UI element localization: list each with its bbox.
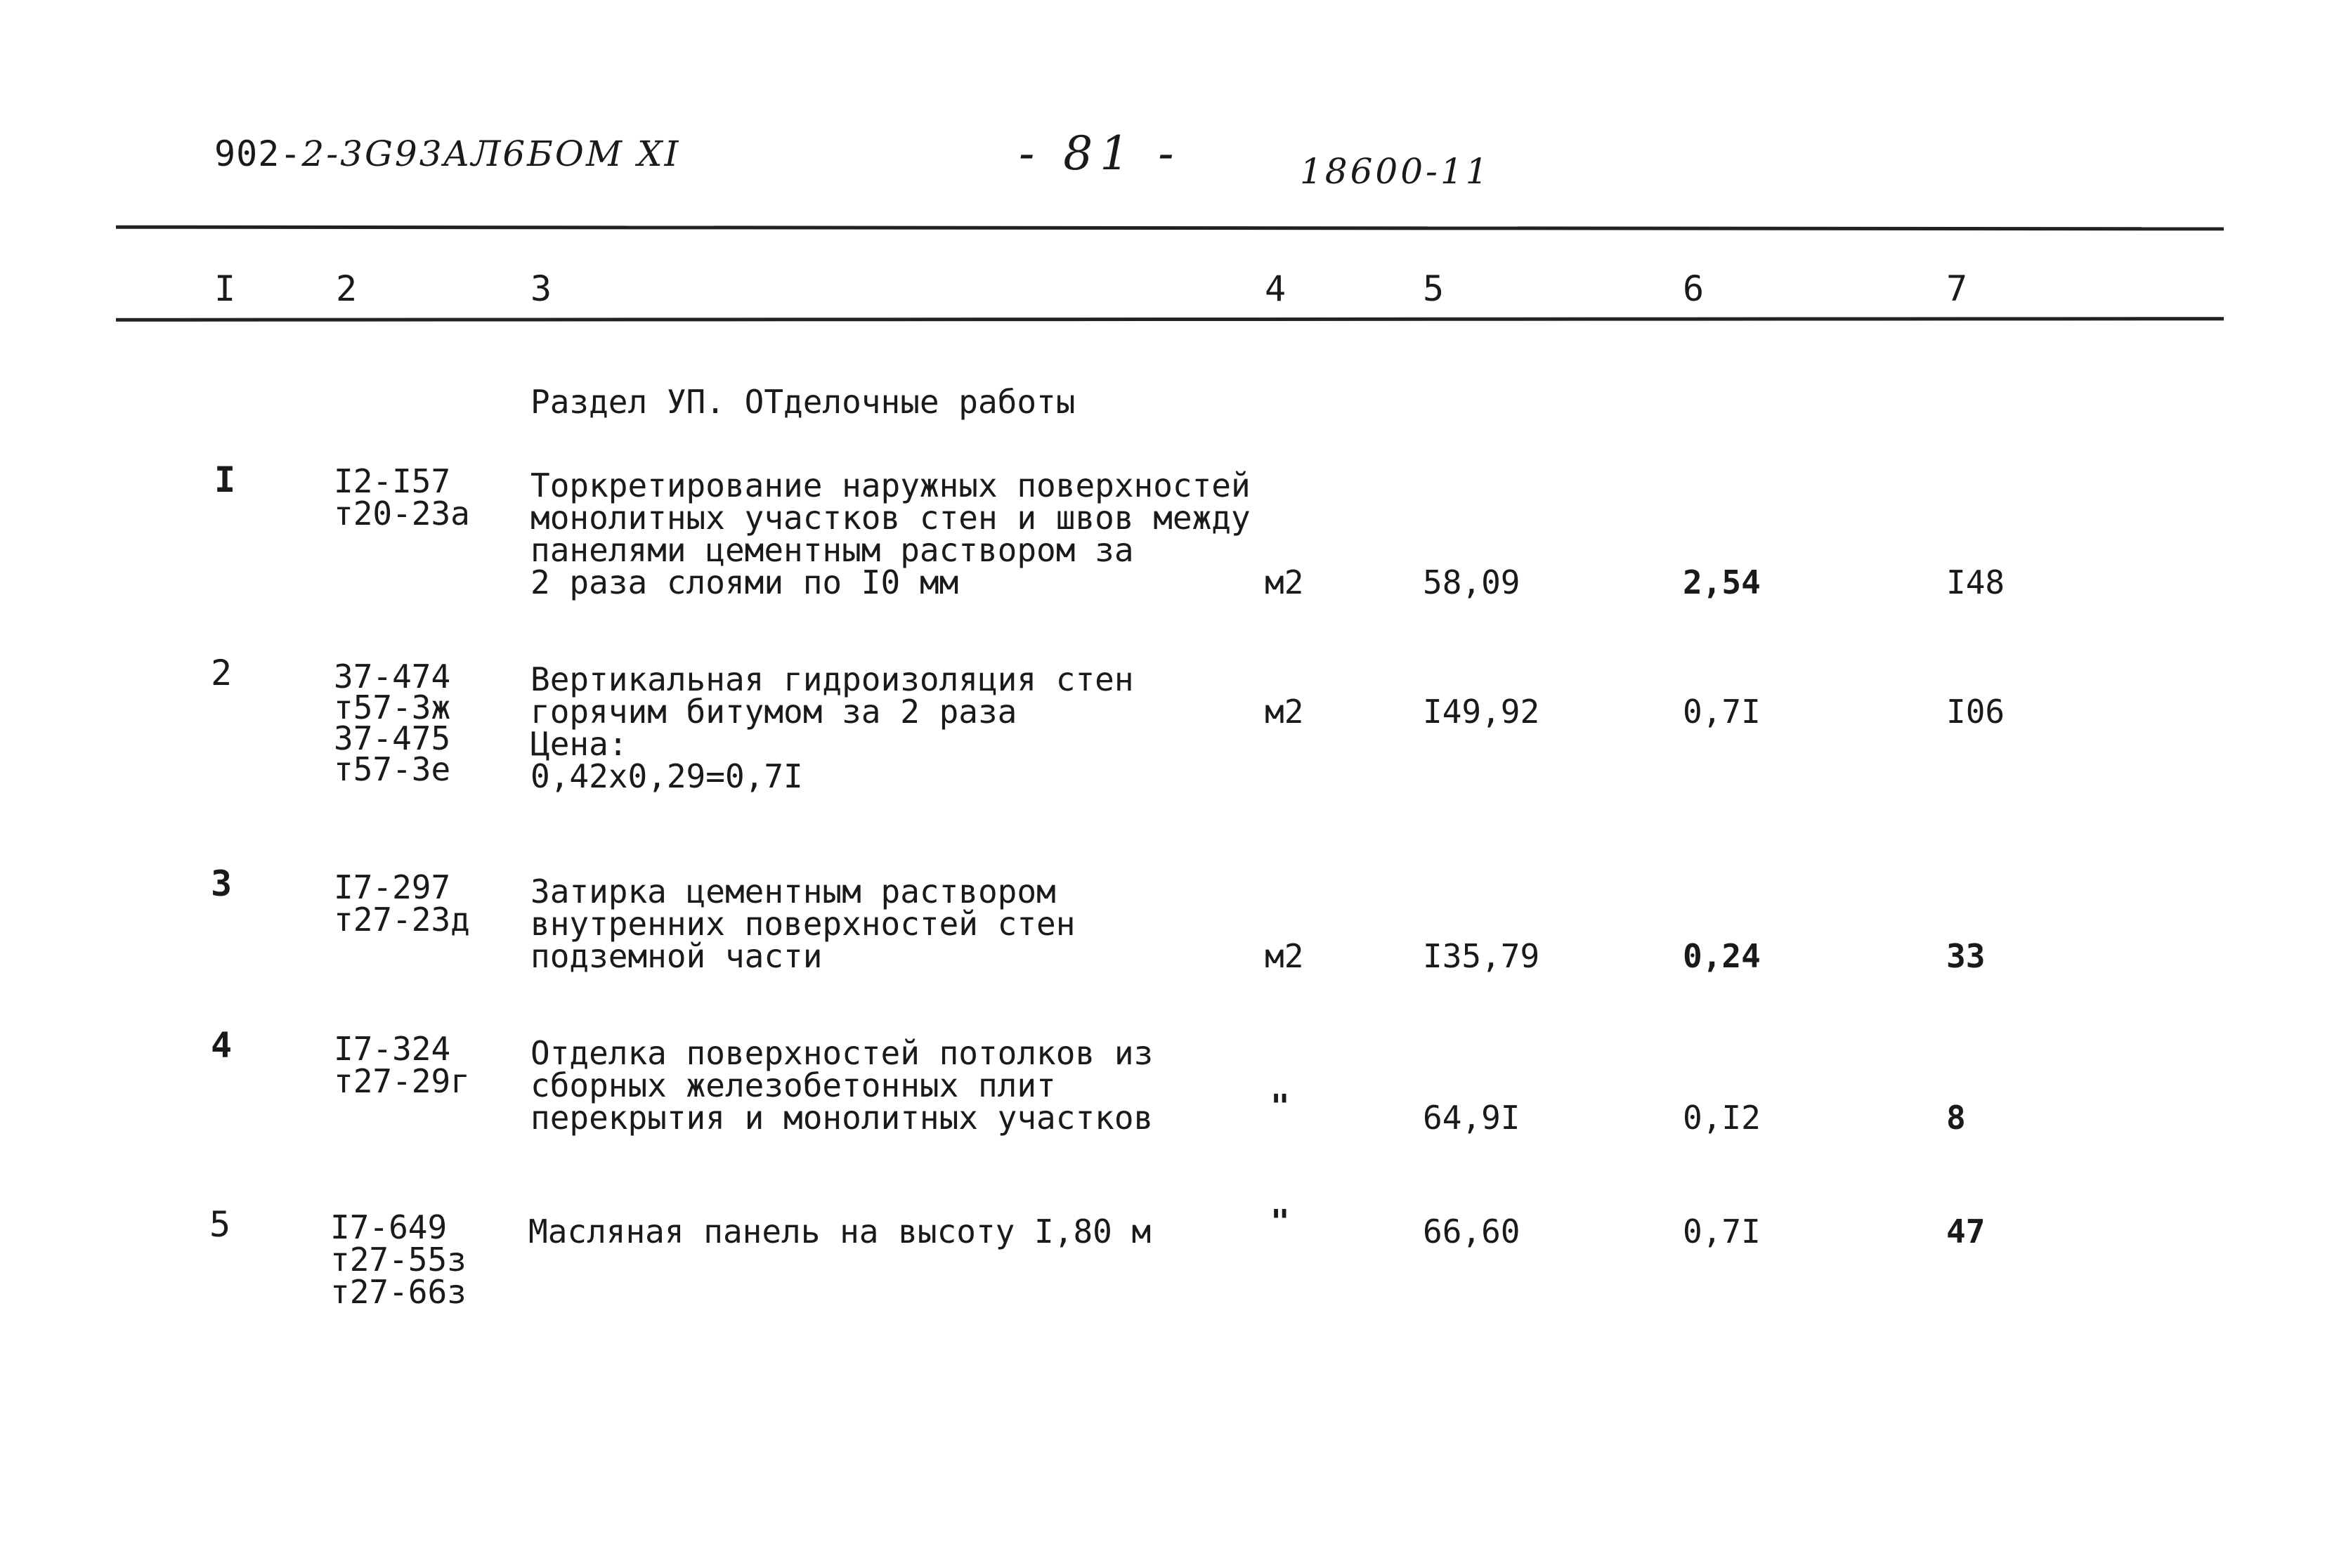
row-code: т27-55з: [330, 1241, 467, 1279]
column-header-5: 5: [1423, 268, 1445, 309]
row-code: т20-23а: [334, 495, 470, 533]
row-description-line: Вертикальная гидроизоляция стен: [530, 660, 1134, 698]
row-description-line: горячим битумом за 2 раза: [530, 693, 1017, 731]
row-price: 0,24: [1683, 937, 1761, 975]
row-code: I7-324: [334, 1030, 451, 1068]
document-code-handwritten: 2-3G93AЛ6БОМ XI: [301, 133, 681, 174]
row-description-line: 2 раза слоями по I0 мм: [530, 563, 959, 601]
row-description-line: панелями цементным раствором за: [530, 531, 1134, 569]
row-unit: ": [1270, 1203, 1290, 1241]
column-header-2: 2: [336, 268, 358, 309]
row-code: 37-474: [334, 658, 451, 695]
row-description-line: Масляная панель на высоту I,80 м: [528, 1213, 1152, 1250]
section-title: Раздел УП. ОТделочные работы: [530, 383, 1076, 421]
row-quantity: 58,09: [1423, 563, 1520, 601]
row-description-line: Отделка поверхностей потолков из: [530, 1034, 1154, 1072]
row-description-line: перекрытия и монолитных участков: [530, 1099, 1154, 1137]
row-price: 0,7I: [1683, 693, 1761, 731]
row-quantity: 64,9I: [1423, 1099, 1520, 1137]
row-total: 47: [1946, 1213, 1986, 1250]
row-description-line: Затирка цементным раствором: [530, 873, 1056, 910]
row-description-line: монолитных участков стен и швов между: [530, 499, 1251, 537]
row-unit: м2: [1265, 693, 1304, 731]
row-code: 37-475: [334, 719, 451, 757]
row-description-line: Цена:: [530, 725, 628, 763]
column-header-3: 3: [530, 268, 552, 309]
row-code: I7-297: [334, 868, 451, 906]
column-header-6: 6: [1683, 268, 1705, 309]
row-code: т27-23д: [334, 901, 470, 939]
row-quantity: 66,60: [1423, 1213, 1520, 1250]
row-unit: м2: [1265, 937, 1304, 975]
row-code: т57-3е: [334, 750, 451, 788]
row-number: 4: [211, 1025, 233, 1066]
row-unit: ": [1270, 1087, 1290, 1125]
table-header-rule: [116, 317, 2224, 322]
page-number: - 81 -: [1019, 126, 1181, 181]
row-description-line: внутренних поверхностей стен: [530, 905, 1076, 943]
row-total: I48: [1946, 563, 2005, 601]
row-code: т27-66з: [330, 1273, 467, 1311]
row-price: 2,54: [1683, 563, 1761, 601]
row-total: 33: [1946, 937, 1986, 975]
row-code: I2-I57: [334, 462, 451, 500]
row-quantity: I35,79: [1423, 937, 1540, 975]
row-total: 8: [1946, 1099, 1966, 1137]
row-quantity: I49,92: [1423, 693, 1540, 731]
document-code: [214, 133, 680, 174]
row-description-line: сборных железобетонных плит: [530, 1066, 1056, 1104]
column-header-4: 4: [1265, 268, 1286, 309]
row-code: т57-3ж: [334, 688, 451, 726]
document-code-printed: 902-: [214, 133, 302, 174]
archive-number: 18600-11: [1300, 151, 1491, 192]
row-code: т27-29г: [334, 1062, 470, 1100]
column-header-7: 7: [1946, 268, 1968, 309]
table-top-rule: [116, 226, 2224, 231]
row-description-line: подземной части: [530, 937, 823, 975]
row-total: I06: [1946, 693, 2005, 731]
row-price: 0,I2: [1683, 1099, 1761, 1137]
row-description-line: 0,42x0,29=0,7I: [530, 757, 803, 795]
row-description-line: Торкретирование наружных поверхностей: [530, 466, 1251, 504]
row-unit: м2: [1265, 563, 1304, 601]
row-number: 5: [209, 1204, 231, 1245]
row-number: 2: [211, 653, 233, 693]
row-price: 0,7I: [1683, 1213, 1761, 1250]
column-header-1: I: [214, 268, 236, 309]
row-number: 3: [211, 863, 233, 904]
row-code: I7-649: [330, 1208, 448, 1246]
row-number: I: [214, 459, 236, 500]
